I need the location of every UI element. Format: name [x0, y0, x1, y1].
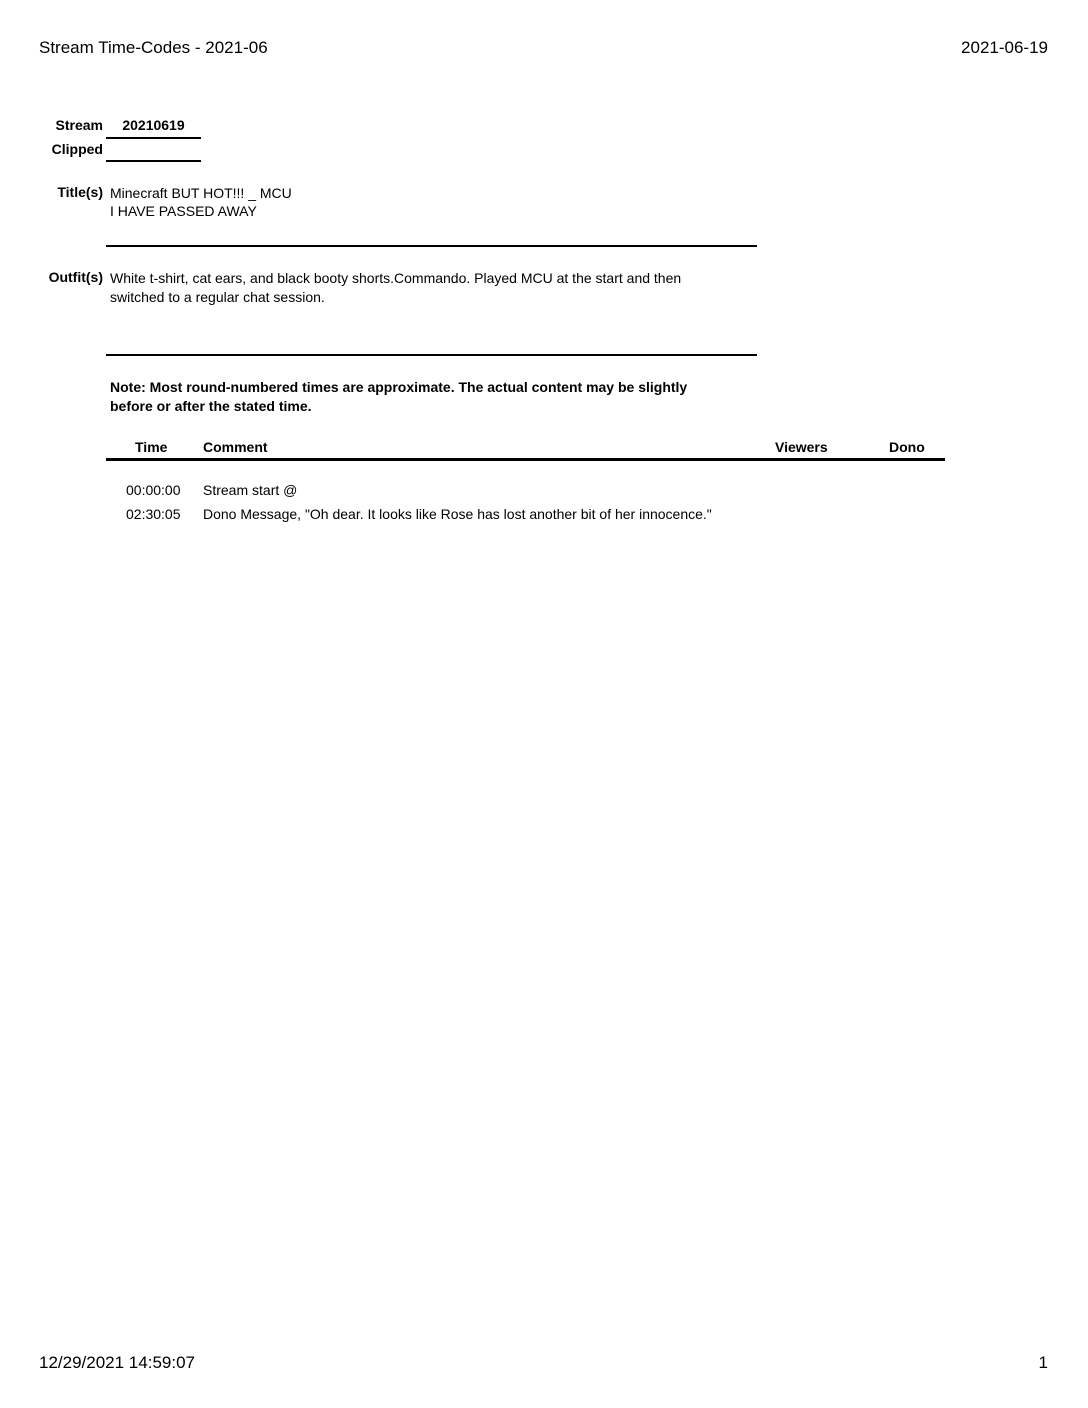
table-header-divider — [106, 458, 945, 461]
title-line-2: I HAVE PASSED AWAY — [110, 203, 257, 219]
table-row — [0, 482, 1088, 502]
column-header-time: Time — [135, 439, 168, 455]
outfits-text: White t-shirt, cat ears, and black booty shorts.Commando. Played MCU at the start and then switched to a regular chat session. — [110, 270, 682, 305]
titles-label: Title(s) — [57, 184, 103, 200]
row-comment: Stream start @ — [203, 482, 298, 498]
outfits-divider — [106, 354, 757, 356]
approximation-note: Note: Most round-numbered times are approximate. The actual content may be slightly before or after the stated time. — [110, 379, 688, 414]
column-header-viewers: Viewers — [775, 439, 828, 455]
row-time: 02:30:05 — [126, 506, 181, 522]
titles-text — [110, 184, 292, 220]
print-timestamp: 12/29/2021 14:59:07 — [39, 1353, 195, 1372]
column-header-dono: Dono — [889, 439, 925, 455]
title-line-1: Minecraft BUT HOT!!! _ MCU — [110, 185, 292, 201]
page-date: 2021-06-19 — [961, 38, 1048, 57]
clipped-underline — [106, 160, 201, 162]
page-number: 1 — [1038, 1353, 1048, 1372]
stream-value: 20210619 — [122, 117, 185, 133]
row-time: 00:00:00 — [126, 482, 181, 498]
stream-label: Stream — [55, 117, 103, 133]
stream-underline — [106, 137, 201, 139]
column-header-comment: Comment — [203, 439, 268, 455]
outfits-label: Outfit(s) — [48, 269, 103, 285]
row-comment: Dono Message, "Oh dear. It looks like Rose has lost another bit of her innocence." — [203, 506, 712, 522]
page-title: Stream Time-Codes - 2021-06 — [39, 38, 268, 57]
clipped-label: Clipped — [51, 141, 103, 157]
titles-divider — [106, 245, 757, 247]
table-row — [0, 506, 1088, 526]
